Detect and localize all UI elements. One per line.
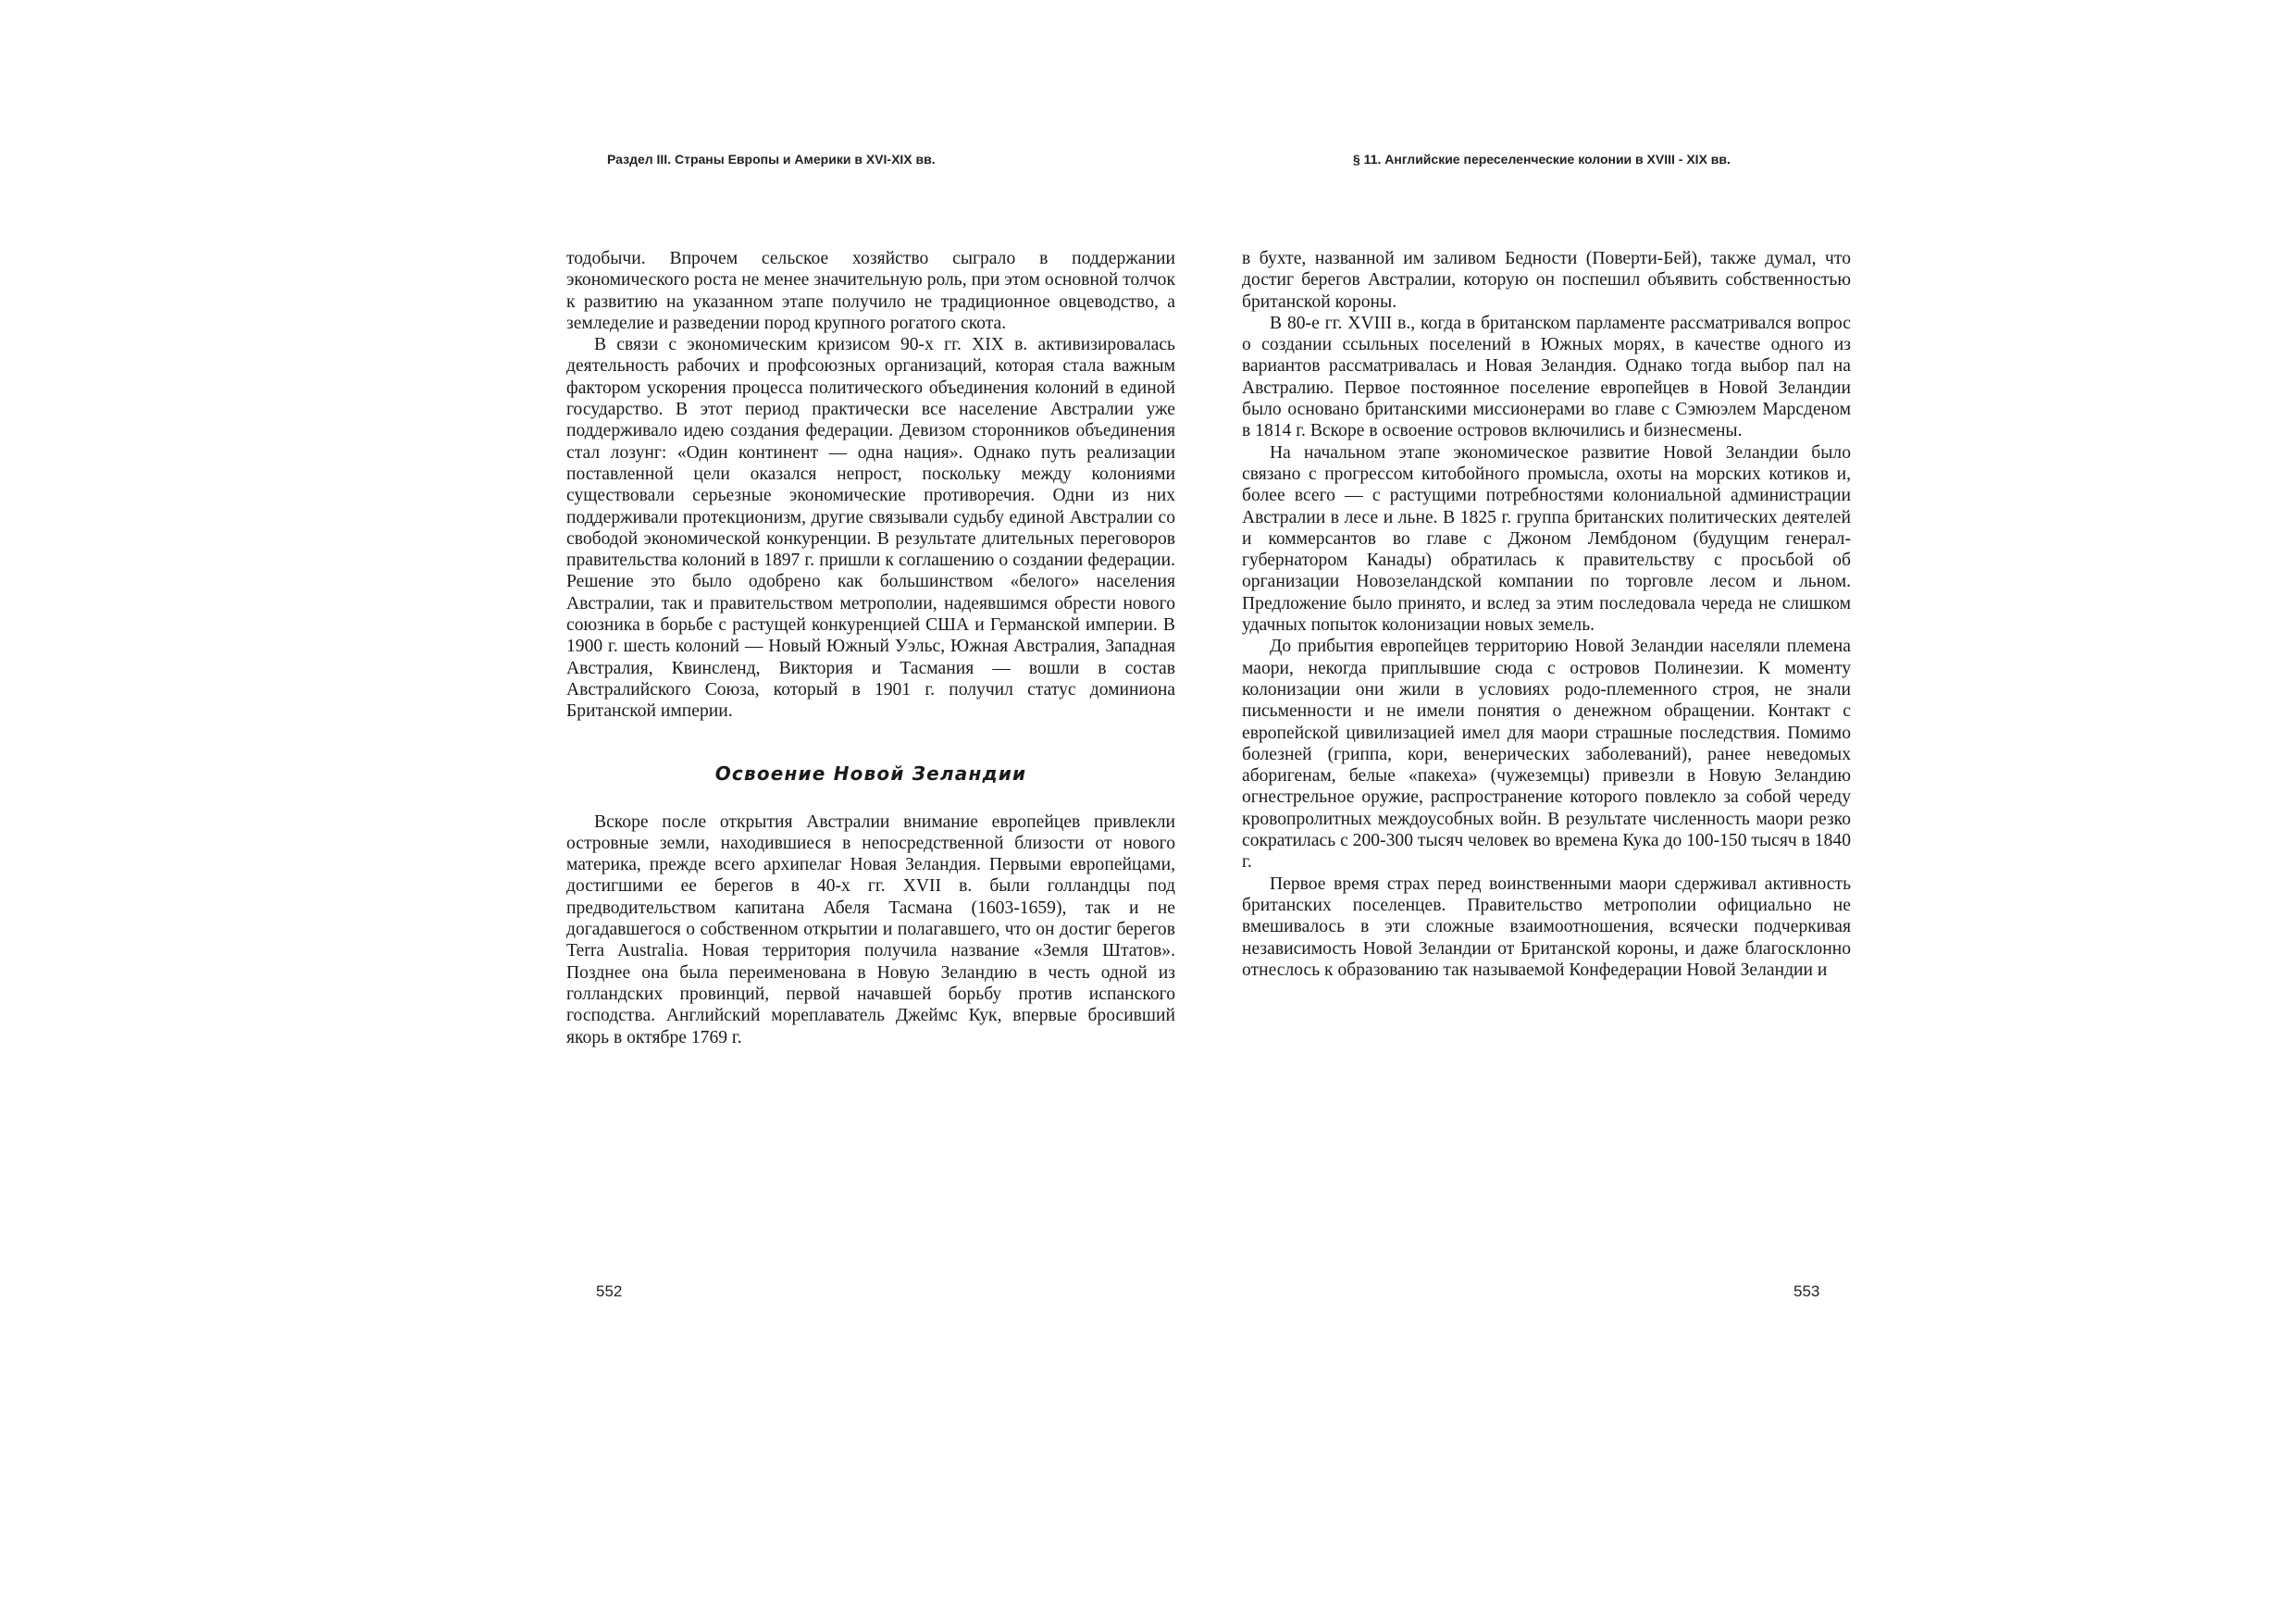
paragraph: В связи с экономическим кризисом 90-х гг. XIX в. активизировалась деятельность рабочих и профсоюзных организаций, которая стала важным фактором ускорения процесса политического объединения колоний в единой государство. В этот период практически все население Австралии уже поддерживало идею создания федерации. Девизом сторонников объединения стал лозунг: «Один континент — одна нация». Однако путь реализации поставленной цели оказался непрост, поскольку между колониями существовали серьезные экономические противоречия. Одни из них поддерживали протекционизм, другие связывали судьбу единой Австралии со свободой экономической конкуренции. В результате длительных переговоров правительства колоний в 1897 г. пришли к соглашению о создании федерации. Решение это было одобрено как большинством «белого» населения Австралии, так и правительством метрополии, надеявшимся обрести нового союзника в борьбе с растущей конкуренцией США и Германской империи. В 1900 г. шесть колоний — Новый Южный Уэльс, Южная Австралия, Западная Австралия, Квинсленд, Виктория и Тасмания — вошли в состав Австралийского Союза, который в 1901 г. получил статус доминиона Британской империи. <box>566 335 1175 722</box>
paragraph: тодобычи. Впрочем сельское хозяйство сыграло в поддержании экономического роста не менее значительную роль, при этом основной толчок к развитию на указанном этапе получило не традиционное овцеводство, а земледелие и разведении пород крупного рогатого скота. <box>566 249 1175 333</box>
page-number-right: 553 <box>1793 1282 1820 1300</box>
section-heading: Освоение Новой Зеландии <box>714 762 1027 785</box>
paragraph: На начальном этапе экономическое развитие Новой Зеландии было связано с прогрессом китобойного промысла, охоты на морских котиков и, более всего — с растущими потребностями колониальной администрации Австралии в лесе и льне. В 1825 г. группа британских политических деятелей и коммерсантов во главе с Джоном Лембдоном (будущим генерал-губернатором Канады) обратилась к правительству с просьбой об организации Новозеландской компании по торговле лесом и льном. Предложение было принято, и вслед за этим последовала череда не слишком удачных попыток колонизации новых земель. <box>1242 442 1851 636</box>
right-page-text <box>1242 248 1851 981</box>
paragraph: Вскоре после открытия Австралии внимание европейцев привлекли островные земли, находившиеся в непосредственной близости от нового материка, прежде всего архипелаг Новая Зеландия. Первыми европейцами, достигшими ее берегов в 40-х гг. XVII в. были голландцы под предводительством капитана Абеля Тасмана (1603-1659), так и не догадавшегося о собственном открытии и полагавшего, что он достиг берегов Terra Australia. Новая территория получила название «Земля Штатов». Позднее она была переименована в Новую Зеландию в честь одной из голландских провинций, первой начавшей борьбу против испанского господства. Английский мореплаватель Джеймс Кук, впервые бросивший якорь в октябре 1769 г. <box>566 812 1175 1047</box>
paragraph: В 80-е гг. XVIII в., когда в британском парламенте рассматривался вопрос о создании ссыльных поселений в Южных морях, в качестве одного из вариантов рассматривалась и Новая Зеландия. Однако тогда выбор пал на Австралию. Первое постоянное поселение европейцев в Новой Зеландии было основано британскими миссионерами во главе с Сэмюэлем Марсденом в 1814 г. Вскоре в освоение островов включились и бизнесмены. <box>1242 313 1851 441</box>
running-head-right: § 11. Английские переселенческие колонии в XVIII - XIX вв. <box>1353 152 1731 167</box>
page-number-left: 552 <box>596 1282 623 1300</box>
running-head-left: Раздел III. Страны Европы и Америки в XVI-XIX вв. <box>607 152 936 167</box>
left-page-text <box>566 248 1175 1048</box>
paragraph: в бухте, названной им заливом Бедности (Поверти-Бей), также думал, что достиг берегов Австралии, которую он поспешил объявить собственностью британской короны. <box>1242 249 1851 312</box>
paragraph: До прибытия европейцев территорию Новой Зеландии населяли племена маори, некогда приплывшие сюда с островов Полинезии. К моменту колонизации они жили в условиях родо-племенного строя, не знали письменности и не имели понятия о денежном обращении. Контакт с европейской цивилизацией имел для маори страшные последствия. Помимо болезней (гриппа, кори, венерических заболеваний), ранее неведомых аборигенам, белые «пакеха» (чужеземцы) привезли в Новую Зеландию огнестрельное оружие, распространение которого повлекло за собой череду кровопролитных междоусобных войн. В результате численность маори резко сократилась с 200-300 тысяч человек во времена Кука до 100-150 тысяч в 1840 г. <box>1242 637 1851 873</box>
paragraph: Первое время страх перед воинственными маори сдерживал активность британских поселенцев. Правительство метрополии официально не вмешивалось в эти сложные взаимоотношения, всячески подчеркивая независимость Новой Зеландии от Британской короны, и даже благосклонно отнеслось к образованию так называемой Конфедерации Новой Зеландии и <box>1242 873 1851 980</box>
